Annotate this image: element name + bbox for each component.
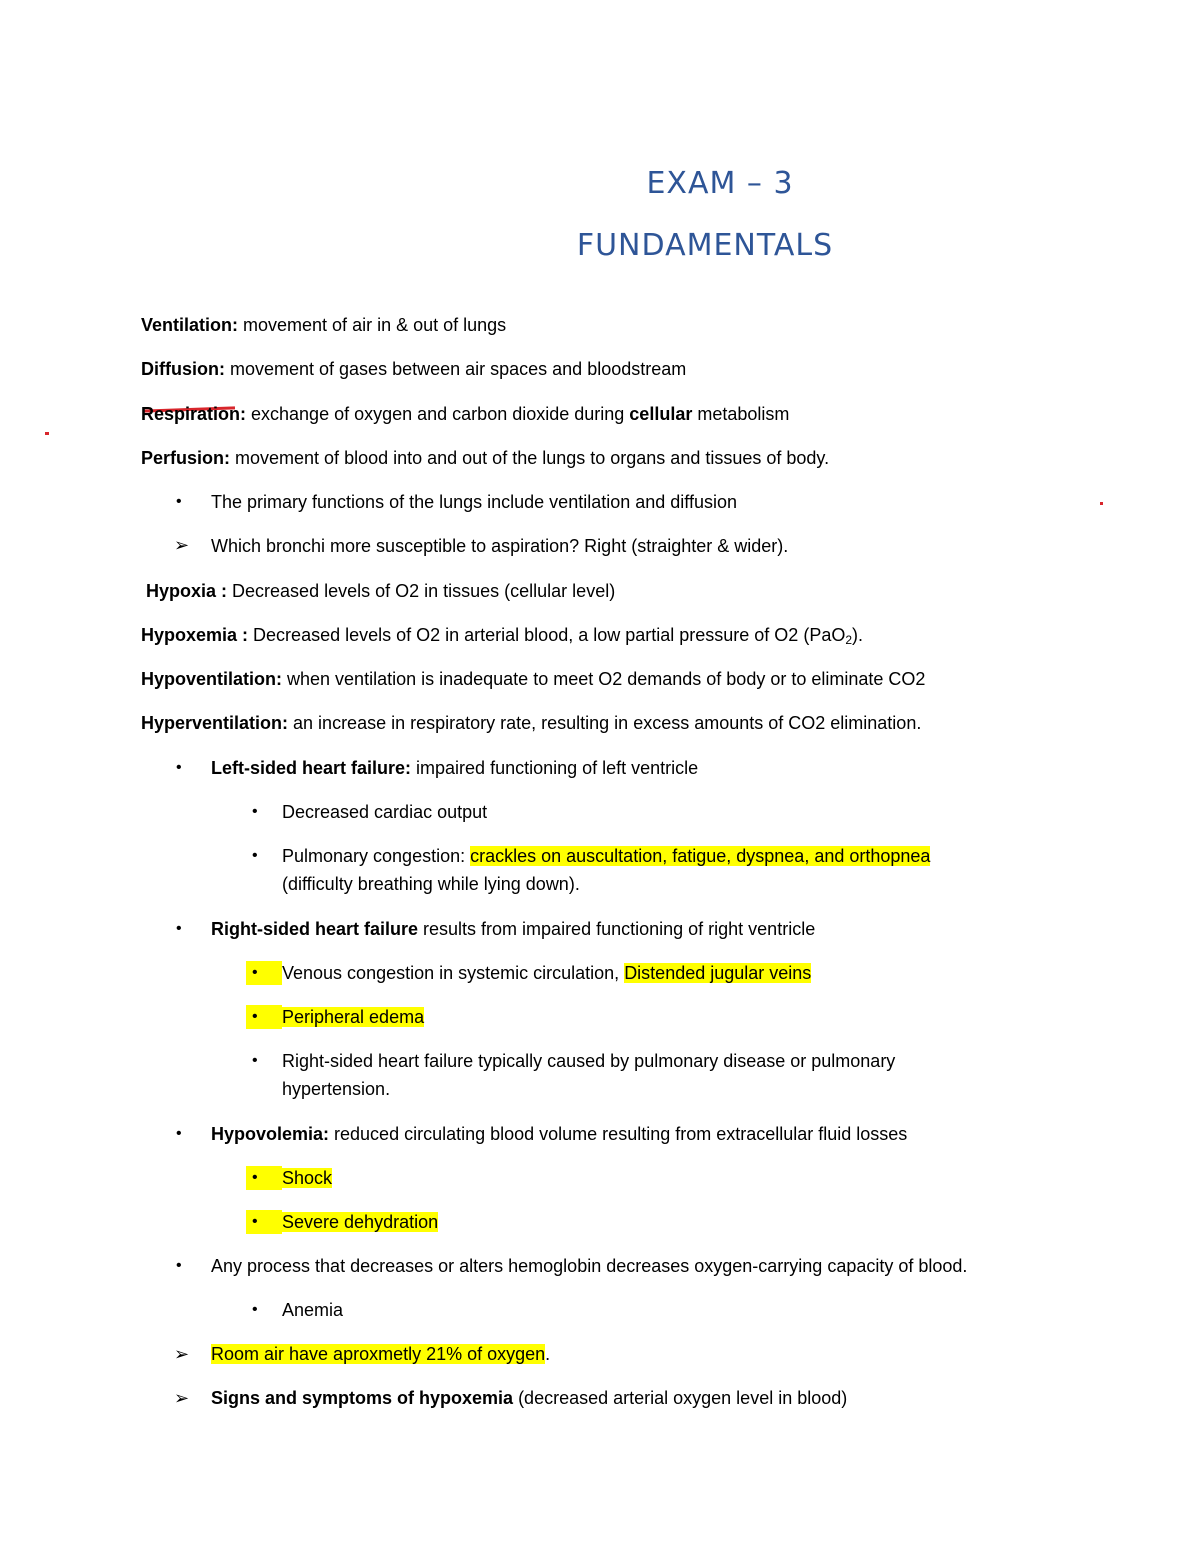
- term: Hypoxia :: [146, 581, 228, 601]
- definition-text: ).: [852, 625, 864, 645]
- highlighted-text: Room air have aproxmetly 21% of oxygen: [211, 1344, 546, 1364]
- right-hf-sub3-cont: hypertension.: [282, 1079, 391, 1099]
- definition-text: exchange of oxygen and carbon dioxide during: [246, 404, 630, 424]
- definition-diffusion: [141, 355, 686, 383]
- hypovolemia-sub1: [282, 1164, 332, 1192]
- definition-respiration: [141, 400, 789, 428]
- highlighted-text: Shock: [282, 1168, 333, 1188]
- bullet-lungs: The primary functions of the lungs include ventilation and diffusion: [211, 492, 737, 512]
- bullet-icon: •: [176, 759, 182, 776]
- bullet-icon: •: [252, 1301, 258, 1318]
- definition-text: Decreased levels of O2 in arterial blood, a low partial pressure of O2 (PaO: [248, 625, 846, 645]
- bullet-icon: •: [176, 493, 182, 510]
- definition-perfusion: [141, 444, 829, 472]
- left-hf-sub1: Decreased cardiac output: [282, 802, 488, 822]
- term: Right-sided heart failure: [211, 919, 419, 939]
- arrow-bullet-icon: ➢: [174, 535, 190, 555]
- highlighted-text: Peripheral edema: [282, 1007, 425, 1027]
- term: Perfusion:: [141, 448, 231, 468]
- signs-hypoxemia: [211, 1384, 847, 1412]
- definition-text: when ventilation is inadequate to meet O2 demands of body or to eliminate CO2: [282, 669, 926, 689]
- bullet-icon: •: [252, 847, 258, 864]
- hemoglobin: Any process that decreases or alters hemoglobin decreases oxygen-carrying capacity of blood.: [211, 1256, 968, 1276]
- definition-text: movement of gases between air spaces and bloodstream: [224, 359, 687, 379]
- term: Hypoxemia :: [141, 625, 249, 645]
- hemoglobin-sub1: Anemia: [282, 1300, 344, 1320]
- right-heart-failure: [211, 915, 815, 943]
- hypovolemia-sub2: [282, 1208, 438, 1236]
- bullet-icon: •: [252, 1052, 258, 1069]
- definition-text: an increase in respiratory rate, resulting in excess amounts of CO2 elimination.: [288, 713, 922, 733]
- bullet-icon: •: [176, 920, 182, 937]
- red-dot-mark: [1100, 502, 1103, 505]
- bullet-icon: •: [252, 1008, 258, 1025]
- left-hf-sub2-cont: (difficulty breathing while lying down).: [282, 874, 580, 894]
- text: Pulmonary congestion:: [282, 846, 471, 866]
- definition-text: movement of blood into and out of the lungs to organs and tissues of body.: [230, 448, 830, 468]
- definition-text: (decreased arterial oxygen level in blood): [513, 1388, 848, 1408]
- term: Hypoventilation:: [141, 669, 283, 689]
- highlighted-text: Distended jugular veins: [624, 963, 812, 983]
- bullet-icon: •: [252, 964, 258, 981]
- hypovolemia: [211, 1120, 907, 1148]
- left-hf-sub2: [282, 842, 930, 870]
- arrow-bullet-icon: ➢: [174, 1388, 190, 1408]
- room-air: [211, 1340, 550, 1368]
- highlighted-text: Severe dehydration: [282, 1212, 439, 1232]
- definition-text: results from impaired functioning of right ventricle: [418, 919, 816, 939]
- right-hf-sub3: Right-sided heart failure typically caused by pulmonary disease or pulmonary: [282, 1051, 896, 1071]
- definition-text: movement of air in & out of lungs: [238, 315, 507, 335]
- term: Hypovolemia:: [211, 1124, 330, 1144]
- term: Diffusion:: [141, 359, 225, 379]
- definition-text: reduced circulating blood volume resulting from extracellular fluid losses: [329, 1124, 908, 1144]
- highlighted-text: crackles on auscultation, fatigue, dyspnea, and orthopnea: [470, 846, 931, 866]
- definition-text: impaired functioning of left ventricle: [411, 758, 699, 778]
- arrow-bronchi: Which bronchi more susceptible to aspiration? Right (straighter & wider).: [211, 536, 789, 556]
- bullet-icon: •: [176, 1125, 182, 1142]
- bold-word: cellular: [629, 404, 693, 424]
- bullet-icon: •: [252, 803, 258, 820]
- bullet-icon: •: [176, 1257, 182, 1274]
- definition-hypoventilation: [141, 665, 925, 693]
- right-hf-sub1: [282, 959, 811, 987]
- term: Signs and symptoms of hypoxemia: [211, 1388, 514, 1408]
- subscript: 2: [845, 633, 853, 647]
- definition-text: metabolism: [692, 404, 790, 424]
- definition-ventilation: [141, 311, 506, 339]
- bullet-icon: •: [252, 1213, 258, 1230]
- term: Ventilation:: [141, 315, 239, 335]
- definition-hyperventilation: [141, 709, 921, 737]
- right-hf-sub2: [282, 1003, 424, 1031]
- text: Venous congestion in systemic circulation,: [282, 963, 625, 983]
- term: Respiration:: [141, 404, 247, 424]
- arrow-bullet-icon: ➢: [174, 1344, 190, 1364]
- text: .: [545, 1344, 551, 1364]
- term: Hyperventilation:: [141, 713, 289, 733]
- left-heart-failure: [211, 754, 698, 782]
- definition-hypoxia: [146, 577, 615, 605]
- document-title: EXAM – 3: [646, 166, 794, 201]
- term: Left-sided heart failure:: [211, 758, 412, 778]
- red-dot-mark: [45, 432, 49, 435]
- definition-text: Decreased levels of O2 in tissues (cellular level): [227, 581, 616, 601]
- definition-hypoxemia: [141, 621, 863, 654]
- document-subtitle: FUNDAMENTALS: [576, 228, 834, 263]
- bullet-icon: •: [252, 1169, 258, 1186]
